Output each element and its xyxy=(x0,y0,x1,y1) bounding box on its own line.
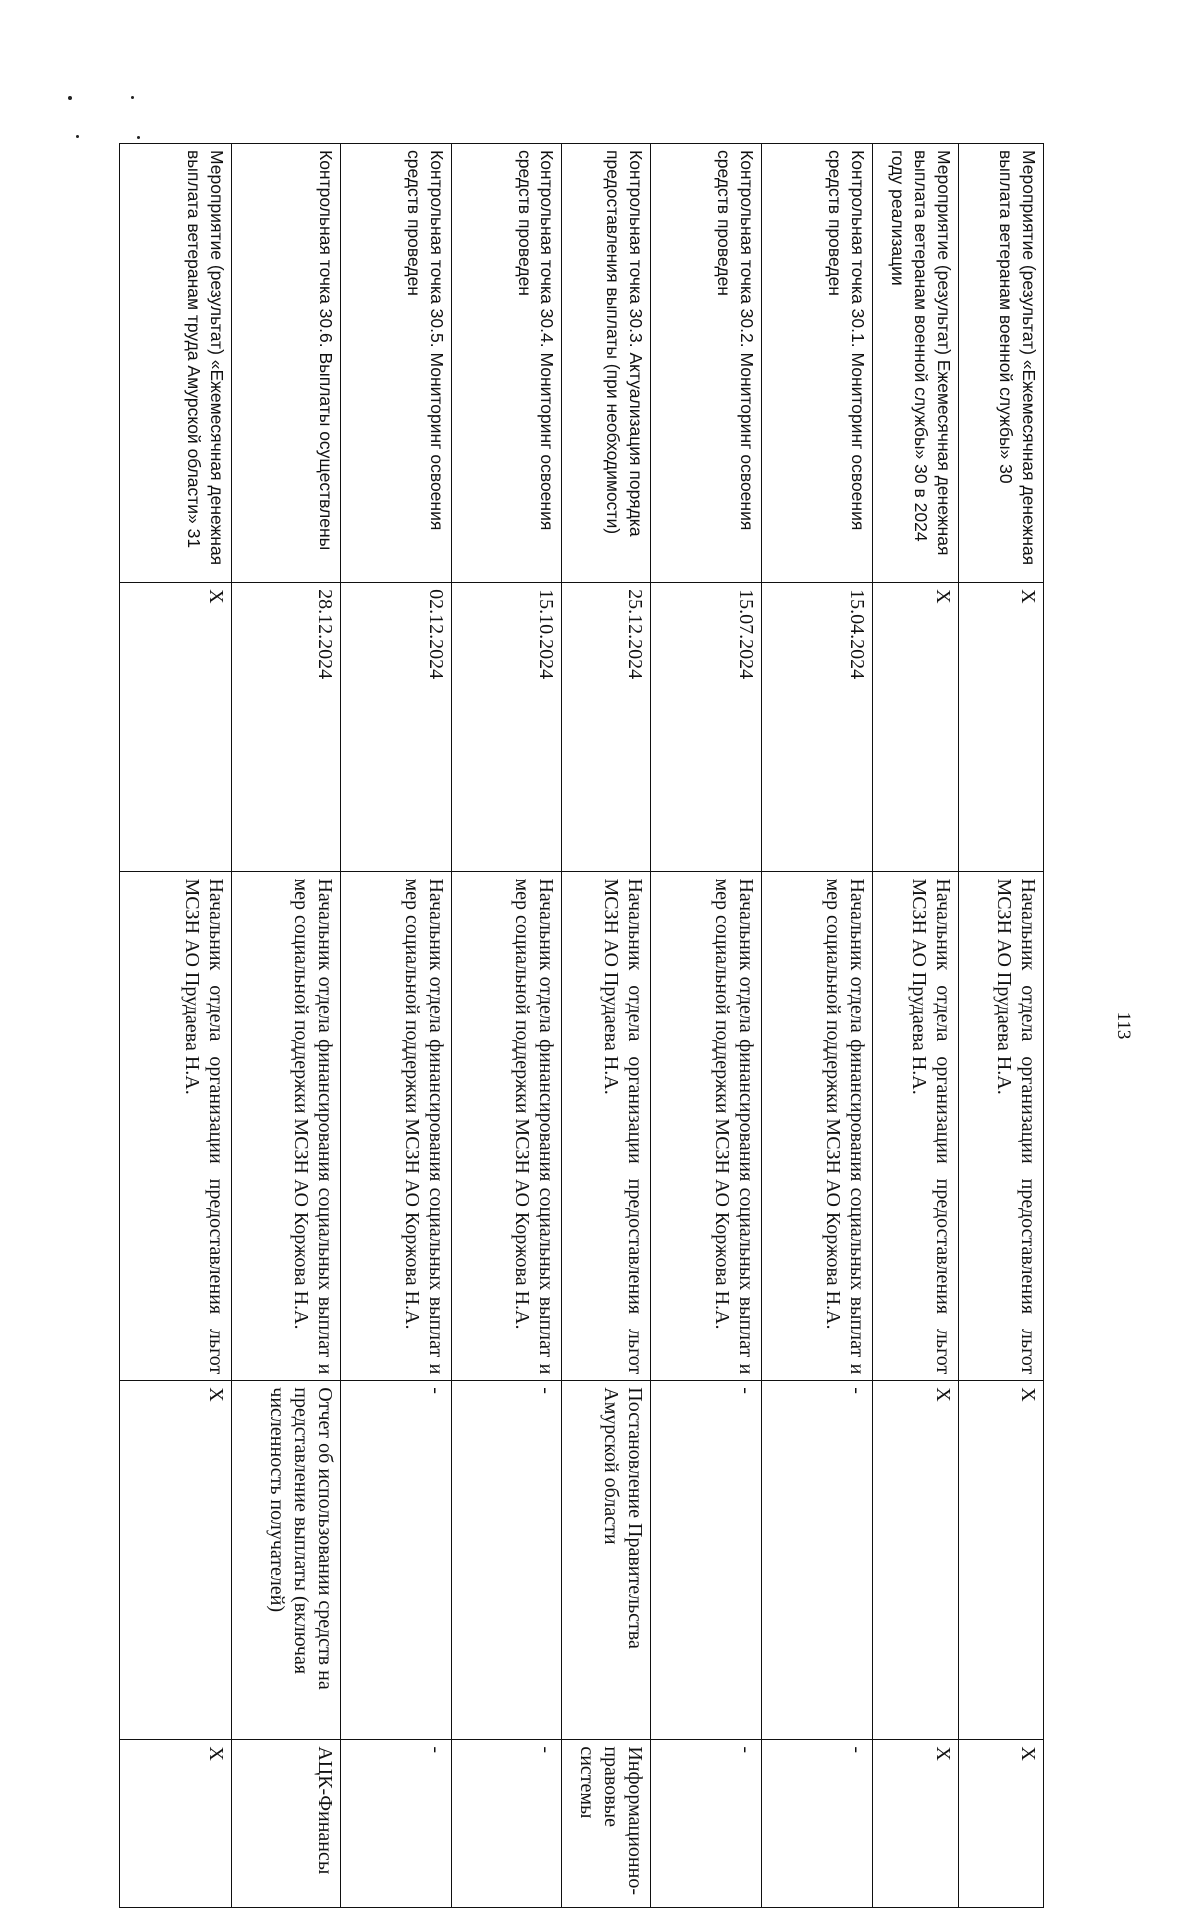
document-cell: X xyxy=(120,1381,232,1740)
responsible-cell: Начальник отдела финансирования социальных выплат и мер социальной поддержки МСЗН АО Коржова Н.А. xyxy=(451,872,562,1381)
info-system-cell: X xyxy=(872,1740,958,1908)
document-cell: - xyxy=(761,1381,872,1740)
document-cell: X xyxy=(958,1381,1043,1740)
responsible-cell: Начальник отдела финансирования социальных выплат и мер социальной поддержки МСЗН АО Коржова Н.А. xyxy=(232,872,341,1381)
event-name-cell: Контрольная точка 30.4. Мониторинг освоения средств проведен xyxy=(451,144,562,583)
table-row xyxy=(761,144,872,1908)
table-row xyxy=(120,144,232,1908)
event-name-cell: Контрольная точка 30.1. Мониторинг освоения средств проведен xyxy=(761,144,872,583)
table-row xyxy=(451,144,562,1908)
scan-speck xyxy=(76,135,79,138)
info-system-cell: X xyxy=(958,1740,1043,1908)
document-cell: - xyxy=(340,1381,451,1740)
document-cell: Отчет об использовании средств на представление выплаты (включая численность получателей) xyxy=(232,1381,341,1740)
date-cell: 15.07.2024 xyxy=(650,583,761,872)
responsible-cell: Начальник отдела организации предоставления льгот МСЗН АО Прудаева Н.А. xyxy=(872,872,958,1381)
info-system-cell: - xyxy=(451,1740,562,1908)
table-row xyxy=(872,144,958,1908)
table-row xyxy=(340,144,451,1908)
responsible-cell: Начальник отдела организации предоставления льгот МСЗН АО Прудаева Н.А. xyxy=(958,872,1043,1381)
info-system-cell: АЦК-Финансы xyxy=(232,1740,341,1908)
event-name-cell: Мероприятие (результат) Ежемесячная денежная выплата ветеранам военной службы» 30 в 2024 году реализации xyxy=(872,144,958,583)
event-name-cell: Контрольная точка 30.5. Мониторинг освоения средств проведен xyxy=(340,144,451,583)
info-system-cell: Информационно-правовые системы xyxy=(562,1740,650,1908)
info-system-cell: - xyxy=(650,1740,761,1908)
info-system-cell: - xyxy=(761,1740,872,1908)
event-name-cell: Контрольная точка 30.6. Выплаты осуществлены xyxy=(232,144,341,583)
event-name-cell: Мероприятие (результат) «Ежемесячная денежная выплата ветеранам военной службы» 30 xyxy=(958,144,1043,583)
info-system-cell: - xyxy=(340,1740,451,1908)
table-row xyxy=(958,144,1043,1908)
document-cell: X xyxy=(872,1381,958,1740)
rotated-page xyxy=(179,143,1134,1908)
table-row xyxy=(562,144,650,1908)
responsible-cell: Начальник отдела организации предоставления льгот МСЗН АО Прудаева Н.А. xyxy=(562,872,650,1381)
responsible-cell: Начальник отдела финансирования социальных выплат и мер социальной поддержки МСЗН АО Коржова Н.А. xyxy=(340,872,451,1381)
event-name-cell: Контрольная точка 30.3. Актуализация порядка предоставления выплаты (при необходимости) xyxy=(562,144,650,583)
table-row xyxy=(650,144,761,1908)
date-cell: X xyxy=(120,583,232,872)
date-cell: 28.12.2024 xyxy=(232,583,341,872)
table-row xyxy=(232,144,341,1908)
event-name-cell: Мероприятие (результат) «Ежемесячная денежная выплата ветеранам труда Амурской области» 31 xyxy=(120,144,232,583)
date-cell: X xyxy=(958,583,1043,872)
date-cell: 15.10.2024 xyxy=(451,583,562,872)
event-name-cell: Контрольная точка 30.2. Мониторинг освоения средств проведен xyxy=(650,144,761,583)
scan-speck xyxy=(131,96,134,99)
date-cell: 15.04.2024 xyxy=(761,583,872,872)
date-cell: 02.12.2024 xyxy=(340,583,451,872)
control-points-table xyxy=(119,143,1044,1908)
document-cell: - xyxy=(650,1381,761,1740)
scan-speck xyxy=(137,136,140,139)
responsible-cell: Начальник отдела финансирования социальных выплат и мер социальной поддержки МСЗН АО Коржова Н.А. xyxy=(761,872,872,1381)
page-number: 113 xyxy=(1113,1011,1134,1040)
responsible-cell: Начальник отдела организации предоставления льгот МСЗН АО Прудаева Н.А. xyxy=(120,872,232,1381)
info-system-cell: X xyxy=(120,1740,232,1908)
date-cell: 25.12.2024 xyxy=(562,583,650,872)
date-cell: X xyxy=(872,583,958,872)
responsible-cell: Начальник отдела финансирования социальных выплат и мер социальной поддержки МСЗН АО Коржова Н.А. xyxy=(650,872,761,1381)
document-cell: - xyxy=(451,1381,562,1740)
document-cell: Постановление Правительства Амурской области xyxy=(562,1381,650,1740)
scan-speck xyxy=(68,96,72,100)
